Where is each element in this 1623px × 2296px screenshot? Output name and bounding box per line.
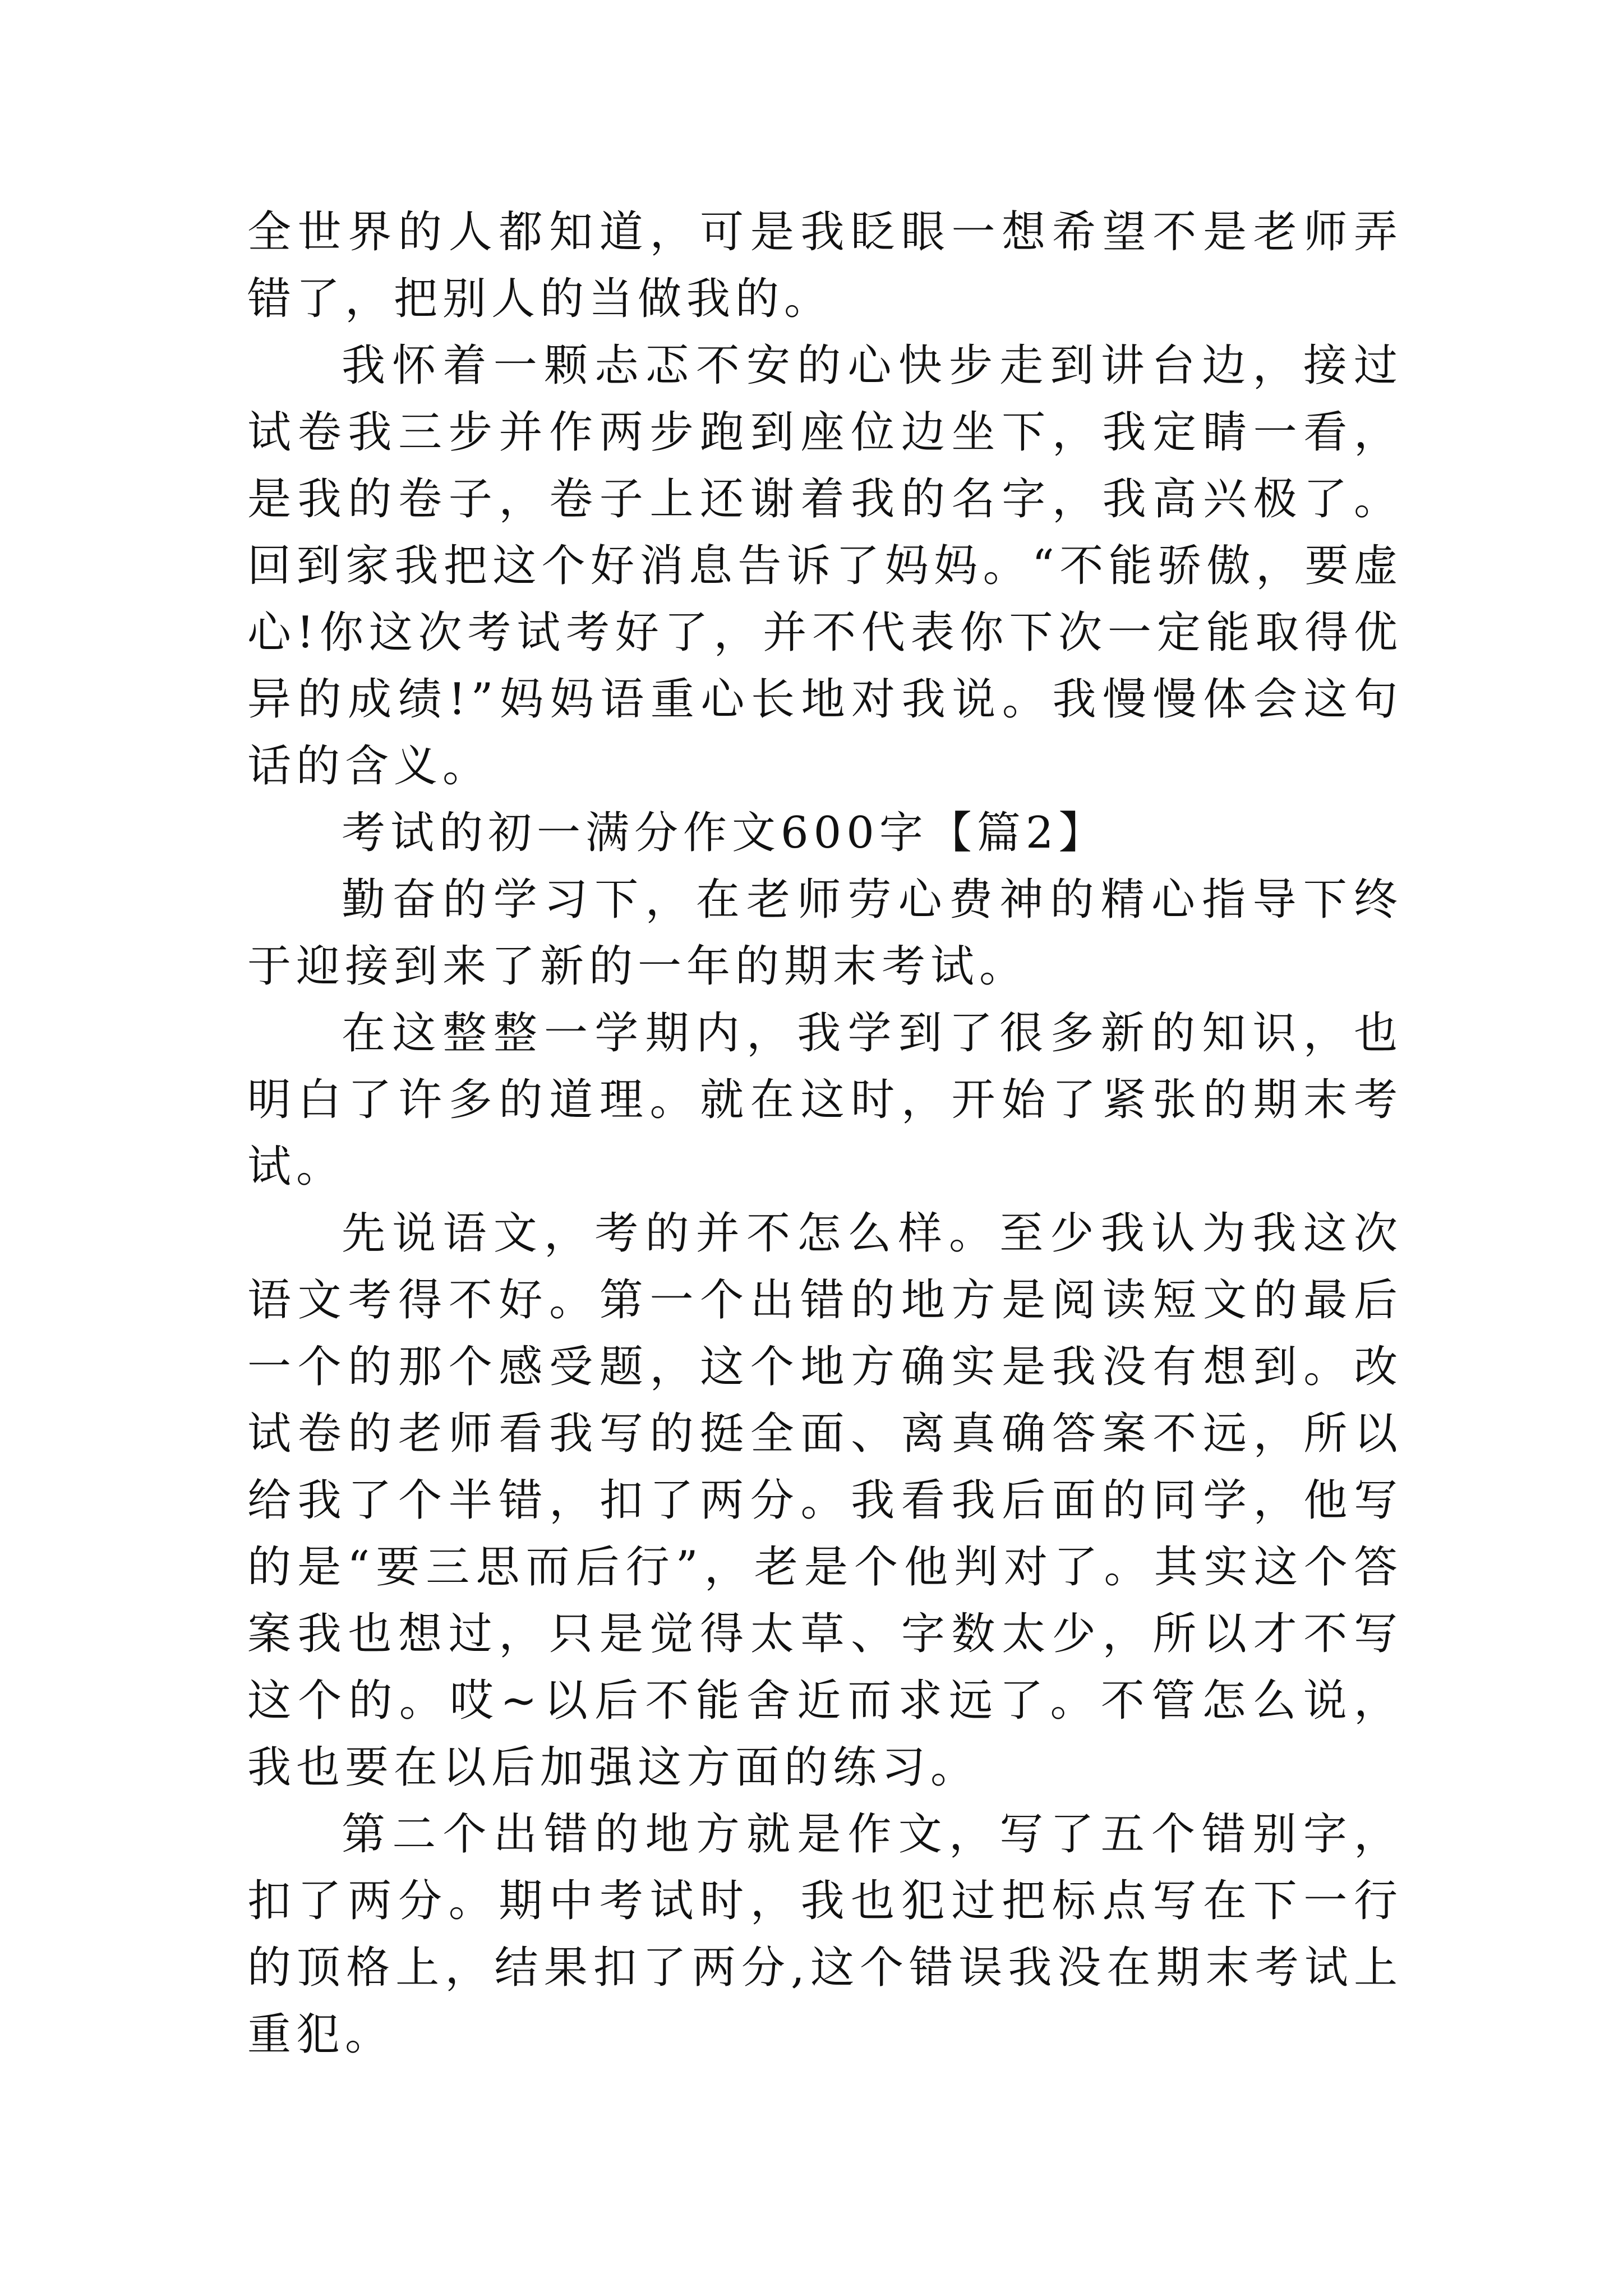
paragraph-5: 先说语文，考的并不怎么样。至少我认为我这次语文考得不好。第一个出错的地方是阅读短文的最后一个的那个感受题，这个地方确实是我没有想到。改试卷的老师看我写的挺全面、离真确答案不远，所以给我了个半错，扣了两分。我看我后面的同学，他写的是“要三思而后行”，老是个他判对了。其实这个答案我也想过，只是觉得太草、字数太少，所以才不写这个的。哎~以后不能舍近而求远了。不管怎么说，我也要在以后加强这方面的练习。 xyxy=(247,1208,1403,1793)
paragraph-3: 勤奋的学习下，在老师劳心费神的精心指导下终于迎接到来了新的一年的期末考试。 xyxy=(247,875,1403,992)
paragraph-2: 我怀着一颗忐忑不安的心快步走到讲台边，接过试卷我三步并作两步跑到座位边坐下，我定睛一看，是我的卷子，卷子上还谢着我的名字，我高兴极了。回到家我把这个好消息告诉了妈妈。“不能骄傲，要虚心!你这次考试考好了，并不代表你下次一定能取得优异的成绩!”妈妈语重心长地对我说。我慢慢体会这句话的含义。 xyxy=(247,341,1403,792)
paragraph-4: 在这整整一学期内，我学到了很多新的知识，也明白了许多的道理。就在这时，开始了紧张的期末考试。 xyxy=(247,1008,1403,1192)
paragraph-1: 全世界的人都知道，可是我眨眼一想希望不是老师弄错了，把别人的当做我的。 xyxy=(247,207,1403,324)
section-heading: 考试的初一满分作文600字【篇2】 xyxy=(342,808,1108,858)
document-body xyxy=(247,199,1403,2068)
paragraph-6: 第二个出错的地方就是作文，写了五个错别字，扣了两分。期中考试时，我也犯过把标点写在下一行的顶格上，结果扣了两分,这个错误我没在期末考试上重犯。 xyxy=(247,1809,1403,2060)
